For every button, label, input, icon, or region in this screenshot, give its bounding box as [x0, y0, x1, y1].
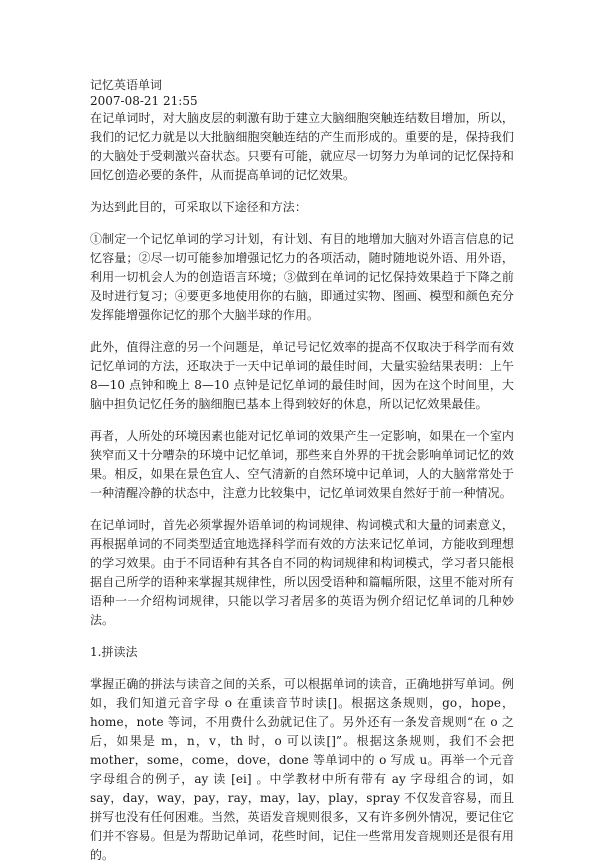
document-title: 记忆英语单词	[90, 78, 163, 92]
paragraph-best-time: 此外，值得注意的另一个问题是，单记号记忆效率的提高不仅取决于科学而有效记忆单词的方法，还取决于一天中记单词的最佳时间，大量实验结果表明：上午 8—10 点钟和晚上 8—10 点钟是记忆单词的最佳时间，因为在这个时间里，大脑中担负记忆任务的脑细胞已基本上得到较好的休息，所以记忆效果最佳。	[90, 340, 514, 411]
paragraph-intro: 在记单词时，对大脑皮层的刺激有助于建立大脑细胞突触连结数目增加，所以，我们的记忆力就是以大批脑细胞突触连结的产生而形成的。重要的是，保持我们的大脑处于受刺激兴奋状态。只要有可能，就应尽一切努力为单词的记忆保持和回忆创造必要的条件，从而提高单词的记忆效果。	[90, 111, 514, 182]
section-heading-spelling: 1.拼读法	[90, 645, 138, 659]
paragraph-word-formation: 在记单词时，首先必须掌握外语单词的构词规律、构词模式和大量的词素意义，再根据单词的不同类型适宜地选择科学而有效的方法来记忆单词，方能收到理想的学习效果。由于不同语种有其各自不同的构词规律和构词模式，学习者只能根据自己所学的语种来掌握其规律性，所以因受语种和篇幅所限，这里不能对所有语种一一介绍构词规律，只能以学习者居多的英语为例介绍记忆单词的几种妙法。	[90, 518, 514, 627]
paragraph-methods-lead: 为达到此目的，可采取以下途径和方法：	[90, 200, 307, 214]
document-date: 2007-08-21 21:55	[90, 94, 198, 108]
paragraph-spelling-method: 掌握正确的拼法与读音之间的关系，可以根据单词的读音，正确地拼写单词。例如，我们知道元音字母 o 在重读音节时读[]。根据这条规则，go，hope，home，note 等词，不用费什么劲就记住了。另外还有一条发音规则“在 o 之后，如果是 m，n，v，th 时，o 可以读[]”。根据这条规则，我们不会把 mother，some，come，dove，done 等单词中的 o 写成 u。再举一个元音字母组合的例子，ay 读 [ei] 。中学教材中所有带有 ay 字母组合的词，如 say，day，way，pay，ray，may，lay，play，spray 不仅发音容易，而且拼写也没有任何困难。当然，英语发音规则很多，又有许多例外情况，要记住它们并不容易。但是为帮助记单词，花些时间，记住一些常用发音规则还是很有用的。	[90, 677, 514, 862]
paragraph-environment: 再者，人所处的环境因素也能对记忆单词的效果产生一定影响，如果在一个室内狭窄而又十分嘈杂的环境中记忆单词，那些来自外界的干扰会影响单词记忆的效果。相反，如果在景色宜人、空气清新的自然环境中记单词，人的大脑常常处于一种清醒冷静的状态中，注意力比较集中，记忆单词效果自然好于前一种情况。	[90, 429, 514, 500]
paragraph-methods-list: ①制定一个记忆单词的学习计划，有计划、有目的地增加大脑对外语言信息的记忆容量；②尽一切可能参加增强记忆力的各项活动，随时随地说外语、用外语，利用一切机会人为的创造语言环境；③做到在单词的记忆保持效果趋于下降之前及时进行复习；④要更多地使用你的右脑，即通过实物、图画、模型和颜色充分发挥能增强你记忆的那个大脑半球的作用。	[90, 232, 514, 322]
